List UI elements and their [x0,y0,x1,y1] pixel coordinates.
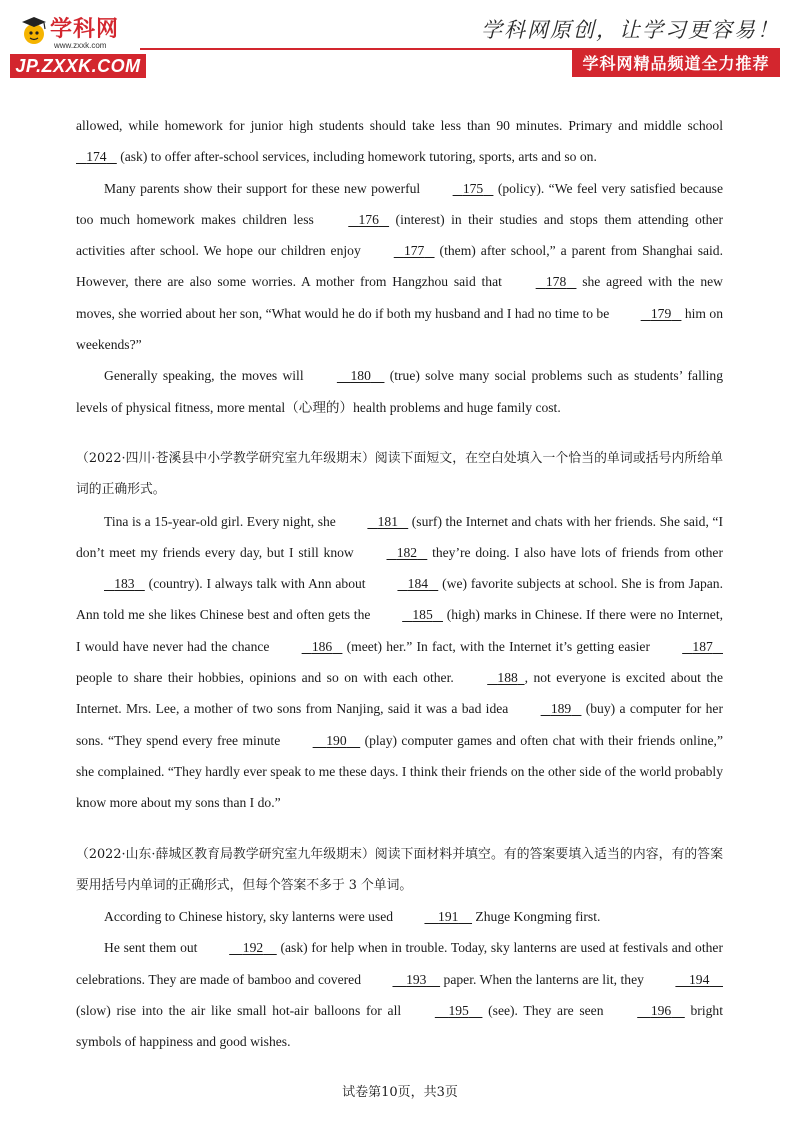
blank-186[interactable]: 186 [311,638,333,654]
page-header [0,0,800,82]
text: (ask) for help when in trouble. Today, sky lanterns are used at festivals and other celebrations. They are made of bamboo and covered [76,940,723,987]
spacer [76,423,723,443]
text: Tina is a 15-year-old girl. Every night, she [104,513,340,529]
text: (buy) a computer for her sons. “They spend every free minute [76,701,723,748]
spacer [76,819,723,839]
blank-188[interactable]: 188 [497,670,518,686]
blank-181[interactable]: 181 [377,513,398,529]
paragraph [76,932,723,1057]
text: they’re doing. I also have lots of friends from other [427,544,723,560]
blank-175[interactable]: 175 [462,180,484,196]
logo-url: www.zxxk.com [54,41,107,50]
text: (we) favorite subjects at school. She is from Japan. Ann told me she likes Chinese best and often gets the [76,576,724,623]
blank-192[interactable]: 192 [242,940,264,956]
text: (them) after school,” a parent from Shanghai said. However, there are also some worries. A mother from Hangzhou said that [76,243,723,290]
text: Generally speaking, the moves will [104,368,309,384]
page-footer: 试卷第10页，共3页 [342,1085,458,1100]
text: (policy). “We feel very satisfied because too much homework makes children less [76,180,723,227]
blank-177[interactable]: 177 [403,243,425,259]
text: He sent them out [104,940,202,956]
section-instruction: （2022·四川·苍溪县中小学教学研究室九年级期末）阅读下面短文，在空白处填入一个恰当的单词或括号内所给单词的正确形式。 [76,450,723,498]
text: people to share their hobbies, opinions and so on with each other. [76,670,460,686]
blank-179[interactable]: 179 [650,305,672,321]
text: bright symbols of happiness and good wishes. [76,1003,723,1050]
paragraph [76,360,723,423]
blank-189[interactable]: 189 [550,701,572,717]
blank-184[interactable]: 184 [407,576,429,592]
section-instruction: （2022·山东·薛城区教育局教学研究室九年级期末）阅读下面材料并填空。有的答案要填入适当的内容，有的答案要用括号内单词的正确形式，但每个答案不多于 3 个单词。 [76,846,723,893]
text: (slow) rise into the air like small hot-air balloons for all [76,1003,407,1019]
blank-182[interactable]: 182 [396,544,418,560]
site-logo[interactable] [20,14,140,52]
blank-178[interactable]: 178 [545,274,567,290]
paragraph [76,506,723,819]
logo-text: 学科网 [50,17,120,42]
text: (high) marks in Chinese. If there were no Internet, I would have never had the chance [76,607,723,654]
text: she agreed with the new moves, she worried about her son, “What would he do if both my husband and I had no time to be [76,274,723,321]
blank-185[interactable]: 185 [412,607,433,623]
text: Many parents show their support for these new powerful [104,180,425,196]
blank-194[interactable]: 194 [689,971,710,987]
blank-187[interactable]: 187 [692,638,713,654]
text: (see). They are seen [482,1003,610,1019]
text: (true) solve many social problems such as students’ falling levels of physical fitness, more mental（心理的）health problems and huge family cost. [76,368,723,415]
blank-193[interactable]: 193 [406,971,427,987]
blank-174[interactable]: 174 [86,149,107,165]
text: (play) computer games and often chat with their friends online,” she complained. “They hardly ever speak to me these days. I think their friends on the other side of the world probably know more about my sons than I do.” [76,732,723,811]
document-body [76,110,723,1058]
text: (surf) the Internet and chats with her friends. She said, “I don’t meet my friends every day, but I still know [76,513,723,560]
brand-banner[interactable]: JP.ZXXK.COM [10,54,146,78]
mascot-icon [20,14,50,48]
text: According to Chinese history, sky lanterns were used [104,909,397,925]
text: (ask) to offer after-school services, including homework tutoring, sports, arts and so on. [116,149,597,165]
blank-176[interactable]: 176 [358,211,379,227]
blank-183[interactable]: 183 [114,576,135,592]
paragraph [76,110,723,173]
promo-banner[interactable]: 学科网精品频道全力推荐 [572,50,780,77]
blank-191[interactable]: 191 [438,909,459,925]
blank-196[interactable]: 196 [650,1003,672,1019]
paragraph [76,901,723,932]
text: , not everyone is excited about the Internet. Mrs. Lee, a mother of two sons from Nanjing, said it was a bad idea [76,670,723,717]
text: Zhuge Kongming first. [472,909,601,925]
header-slogan: 学科网原创，让学习更容易！ [481,18,780,42]
text: paper. When the lanterns are lit, they [440,971,648,987]
text: (meet) her.” In fact, with the Internet it’s getting easier [342,638,655,654]
blank-190[interactable]: 190 [326,732,347,748]
text: him on weekends?” [76,305,723,353]
blank-195[interactable]: 195 [448,1003,469,1019]
blank-180[interactable]: 180 [350,368,371,384]
text: (country). I always talk with Ann about [144,576,370,592]
text: allowed, while homework for junior high students should take less than 90 minutes. Primary and middle school [76,118,723,133]
paragraph [76,173,723,361]
text: (interest) in their studies and stops them attending other activities after school. We hope our children enjoy [76,211,723,259]
